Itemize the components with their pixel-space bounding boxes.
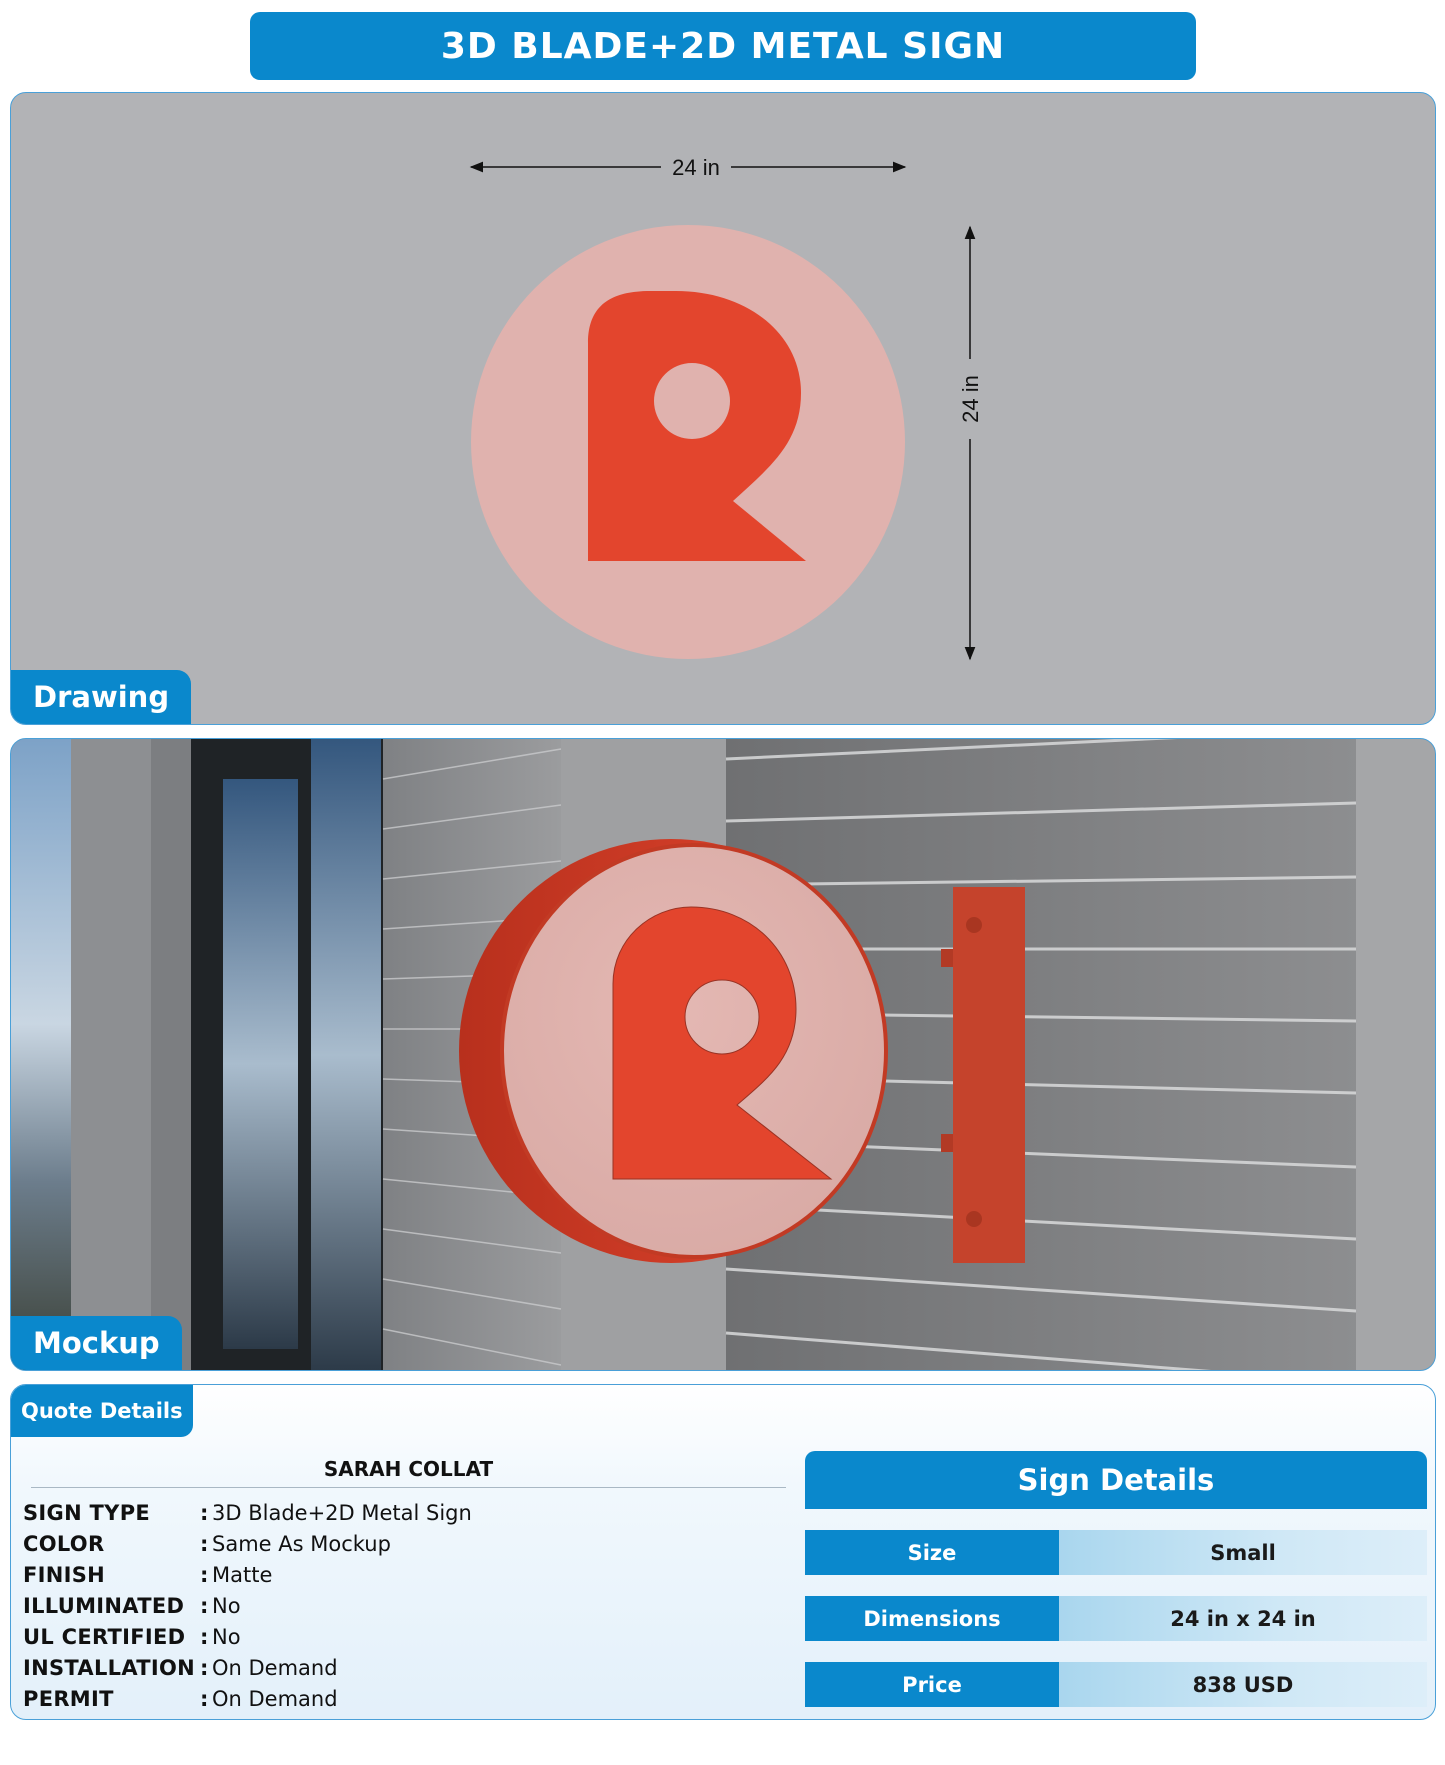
drawing-panel	[10, 92, 1436, 725]
mockup-tab[interactable]: Mockup	[11, 1316, 182, 1370]
spec-row-color: COLOR : Same As Mockup	[23, 1531, 391, 1556]
customer-name: SARAH COLLAT	[323, 1457, 494, 1481]
sign-mockup	[11, 739, 1436, 1371]
spec-row-permit: PERMIT : On Demand	[23, 1686, 338, 1711]
detail-row-dimensions: Dimensions 24 in x 24 in	[805, 1596, 1427, 1641]
detail-row-price: Price 838 USD	[805, 1662, 1427, 1707]
sign-details-header: Sign Details	[805, 1451, 1427, 1509]
sign-drawing	[11, 93, 1436, 725]
width-label: 24 in	[672, 155, 720, 180]
page-title: 3D BLADE+2D METAL SIGN	[250, 12, 1196, 80]
spec-row-illuminated: ILLUMINATED : No	[23, 1593, 241, 1618]
spec-row-ul-certified: UL CERTIFIED : No	[23, 1624, 241, 1649]
customer-divider	[31, 1487, 786, 1488]
mockup-panel	[10, 738, 1436, 1371]
quote-details-panel	[10, 1384, 1436, 1720]
quote-details-tab[interactable]: Quote Details	[11, 1385, 193, 1437]
spec-row-sign-type: SIGN TYPE : 3D Blade+2D Metal Sign	[23, 1500, 472, 1525]
sign-details-box	[805, 1451, 1427, 1707]
height-label: 24 in	[958, 375, 983, 423]
spec-row-installation: INSTALLATION : On Demand	[23, 1655, 338, 1680]
drawing-tab[interactable]: Drawing	[11, 670, 191, 724]
spec-list	[23, 1497, 472, 1714]
spec-row-finish: FINISH : Matte	[23, 1562, 273, 1587]
detail-row-size: Size Small	[805, 1530, 1427, 1575]
